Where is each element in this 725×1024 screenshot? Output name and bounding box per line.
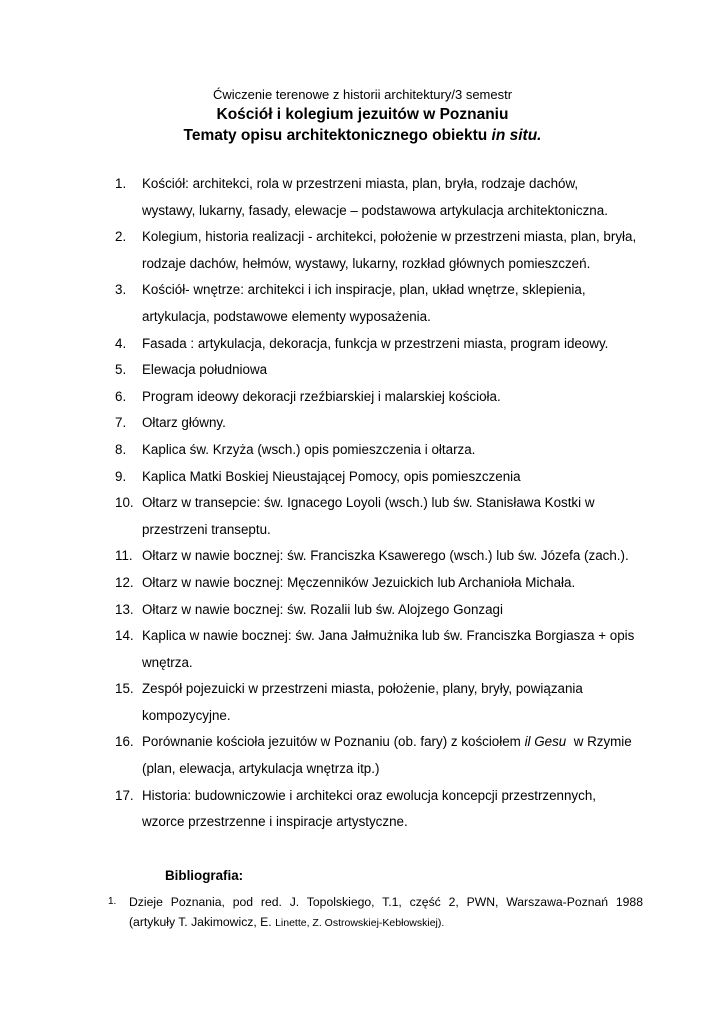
- item-text: Kościół: architekci, rola w przestrzeni miasta, plan, bryła, rodzaje dachów,: [142, 176, 579, 191]
- item-text: wzorce przestrzenne i inspiracje artystyczne.: [142, 814, 408, 830]
- item-text: Historia: budowniczowie i architekci oraz ewolucja koncepcji przestrzennych,: [142, 787, 596, 803]
- item-text: Elewacja południowa: [142, 362, 268, 378]
- list-item: [115, 277, 660, 330]
- item-text: Fasada : artykulacja, dekoracja, funkcja w przestrzeni miasta, program ideowy.: [142, 335, 609, 351]
- item-text-italic: il Gesu: [524, 734, 567, 750]
- item-number: 1.: [108, 896, 117, 907]
- bibliography-item: [108, 892, 643, 933]
- list-item: [115, 384, 660, 411]
- item-text: rodzaje dachów, hełmów, wystawy, lukarny, rozkład głównych pomieszczeń.: [142, 255, 591, 271]
- item-text: przestrzeni transeptu.: [142, 521, 271, 537]
- list-item: [115, 464, 660, 491]
- item-number: 2.: [115, 229, 127, 245]
- item-number: 14.: [115, 628, 134, 644]
- topics-title-italic: in situ.: [491, 127, 542, 144]
- list-item: [115, 357, 660, 384]
- item-text: artykulacja, podstawowe elementy wyposażenia.: [142, 308, 431, 324]
- list-item: [115, 783, 660, 836]
- item-number: 3.: [115, 282, 127, 298]
- item-text-post: w Rzymie: [566, 734, 632, 750]
- list-item: [115, 597, 660, 624]
- topics-title-text: Tematy opisu architektonicznego obiektu: [183, 127, 492, 144]
- item-text: Ołtarz w nawie bocznej: Męczenników Jezuickich lub Archanioła Michała.: [142, 574, 576, 590]
- bibliography-heading: Bibliografia:: [165, 868, 244, 883]
- item-text: (plan, elewacja, artykulacja wnętrza itp.): [142, 761, 380, 777]
- item-text: kompozycyjne.: [142, 707, 231, 723]
- bibliography-line: [129, 912, 643, 933]
- item-text: Program ideowy dekoracji rzeźbiarskiej i malarskiej kościoła.: [142, 388, 501, 404]
- item-number: 6.: [115, 388, 127, 404]
- item-text: Kolegium, historia realizacji - architekci, położenie w przestrzeni miasta, plan, bryła,: [142, 229, 637, 245]
- item-text: Ołtarz w transepcie: św. Ignacego Loyoli (wsch.) lub św. Stanisława Kostki w: [142, 495, 595, 511]
- item-number: 4.: [115, 335, 127, 351]
- item-text: Kaplica św. Krzyża (wsch.) opis pomieszczenia i ołtarza.: [142, 441, 476, 457]
- item-number: 9.: [115, 468, 127, 484]
- item-number: 7.: [115, 415, 127, 431]
- document-subtitle-topics: [0, 125, 725, 146]
- document-header: [0, 86, 725, 146]
- document-title: Kościół i kolegium jezuitów w Poznaniu: [216, 106, 509, 123]
- list-item: [115, 490, 660, 543]
- list-item: [115, 543, 660, 570]
- list-item: [115, 623, 660, 676]
- bibliography-line-small-text: Linette, Z. Ostrowskiej-Kebłowskiej).: [275, 917, 445, 929]
- item-number: 1.: [115, 176, 127, 191]
- item-text: wnętrza.: [142, 654, 193, 670]
- list-item: [115, 410, 660, 437]
- course-subtitle: Ćwiczenie terenowe z historii architektury/3 semestr: [212, 87, 513, 102]
- item-text: Kościół- wnętrze: architekci i ich inspiracje, plan, układ wnętrze, sklepienia,: [142, 282, 586, 298]
- list-item: [115, 676, 660, 729]
- list-item: [115, 729, 660, 782]
- item-text-pre: Porównanie kościoła jezuitów w Poznaniu (ob. fary) z kościołem: [142, 734, 525, 750]
- item-text: Zespół pojezuicki w przestrzeni miasta, położenie, plany, bryły, powiązania: [142, 681, 583, 697]
- item-text: [142, 729, 660, 756]
- list-item: [115, 171, 660, 224]
- item-text: Kaplica w nawie bocznej: św. Jana Jałmużnika lub św. Franciszka Borgiasza + opis: [142, 628, 635, 644]
- item-text: Kaplica Matki Boskiej Nieustającej Pomocy, opis pomieszczenia: [142, 468, 521, 484]
- item-text: wystawy, lukarny, fasady, elewacje – podstawowa artykulacja architektoniczna.: [142, 202, 608, 218]
- bibliography-line-text: (artykuły T. Jakimowicz, E.: [129, 915, 276, 929]
- list-item: [115, 437, 660, 464]
- item-number: 17.: [115, 787, 134, 803]
- item-text: Ołtarz w nawie bocznej: św. Rozalii lub św. Alojzego Gonzagi: [142, 601, 503, 617]
- item-number: 15.: [115, 681, 134, 697]
- list-item: [115, 570, 660, 597]
- item-number: 10.: [115, 495, 134, 511]
- bibliography-line: Dzieje Poznania, pod red. J. Topolskiego, T.1, część 2, PWN, Warszawa-Poznań 1988: [129, 895, 643, 909]
- item-number: 13.: [115, 601, 134, 617]
- item-number: 5.: [115, 362, 127, 378]
- item-number: 8.: [115, 441, 127, 457]
- item-number: 12.: [115, 574, 134, 590]
- list-item: [115, 224, 660, 277]
- item-text: Ołtarz główny.: [142, 415, 226, 431]
- item-number: 11.: [115, 548, 133, 564]
- item-number: 16.: [115, 734, 134, 750]
- topics-list: [115, 171, 660, 836]
- item-text: Ołtarz w nawie bocznej: św. Franciszka Ksawerego (wsch.) lub św. Józefa (zach.).: [142, 548, 629, 564]
- bibliography-list: [108, 892, 643, 933]
- list-item: [115, 331, 660, 358]
